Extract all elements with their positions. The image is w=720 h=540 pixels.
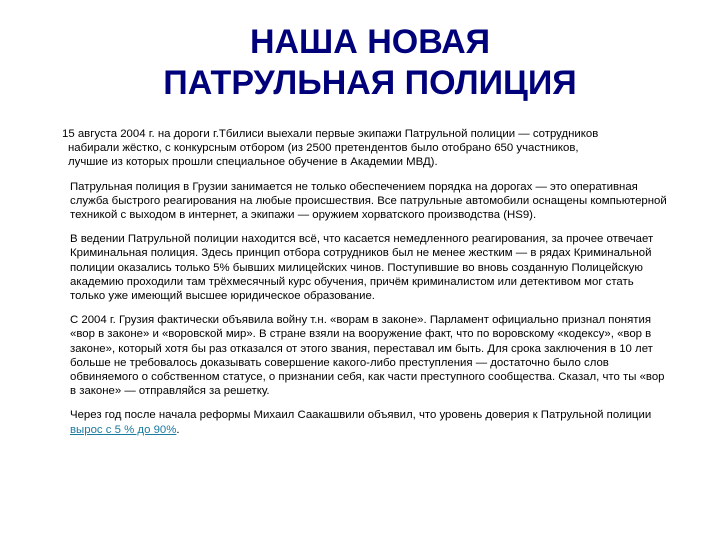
intro-line-1: 15 августа 2004 г. на дороги г.Тбилиси выехали первые экипажи Патрульной полиции — сотрудников (62, 128, 599, 140)
paragraph-criminal-police: В ведении Патрульной полиции находится всё, что касается немедленного реагирования, за прочее отвечает Криминальная полиция. Здесь принцип отбора сотрудников был не менее жестким — в рядах Криминальной полиции оказались только 5% бывших милицейских чинов. Поступившие во вновь созданную Полицейскую академию проходили там трёхмесячный курс обучения, причём криминалистом или детективом мог стать только уже имеющий высшее юридическое образование. (70, 233, 654, 303)
title-line-1: НАША НОВАЯ (249, 23, 491, 61)
article-body (62, 127, 672, 447)
trust-link[interactable]: вырос с 5 % до 90% (70, 423, 177, 436)
paragraph-patrol-police: Патрульная полиция в Грузии занимается не только обеспечением порядка на дорогах — это оперативная служба быстрого реагирования на любые происшествия. Все патрульные автомобили оснащены компьютерной техникой с выходом в интернет, а экипажи — оружием хорватского производства (HS9). (70, 180, 667, 222)
trust-text: Через год после начала реформы Михаил Саакашвили объявил, что уровень доверия к Патрульной полиции (70, 409, 652, 422)
intro-line-3: лучшие из которых прошли специальное обучение в Академии МВД). (68, 156, 438, 169)
paragraph-trust-level (62, 408, 672, 436)
paragraph-thieves-in-law: С 2004 г. Грузия фактически объявила войну т.н. «ворам в законе». Парламент официально признал понятия «вор в законе» и «воровской мир». В стране взяли на вооружение факт, что по воровскому «кодексу», «вор в законе», который хотя бы раз отказался от этого звания, переставал им быть. Для срока заключения в 10 лет больше не требовалось доказывать совершение какого-либо преступления — достаточно было слов обвиняемого о собственном статусе, о признании себя, как части преступного сообщества. Сказал, что ты «вор в законе» — отправляйся за решетку. (70, 314, 665, 398)
page-title (60, 22, 680, 104)
paragraph-intro (62, 127, 672, 170)
title-line-2: ПАТРУЛЬНАЯ ПОЛИЦИЯ (163, 64, 577, 102)
intro-line-2: набирали жёстко, с конкурсным отбором (из 2500 претендентов было отобрано 650 участников, (68, 142, 579, 155)
trust-end: . (176, 423, 180, 436)
